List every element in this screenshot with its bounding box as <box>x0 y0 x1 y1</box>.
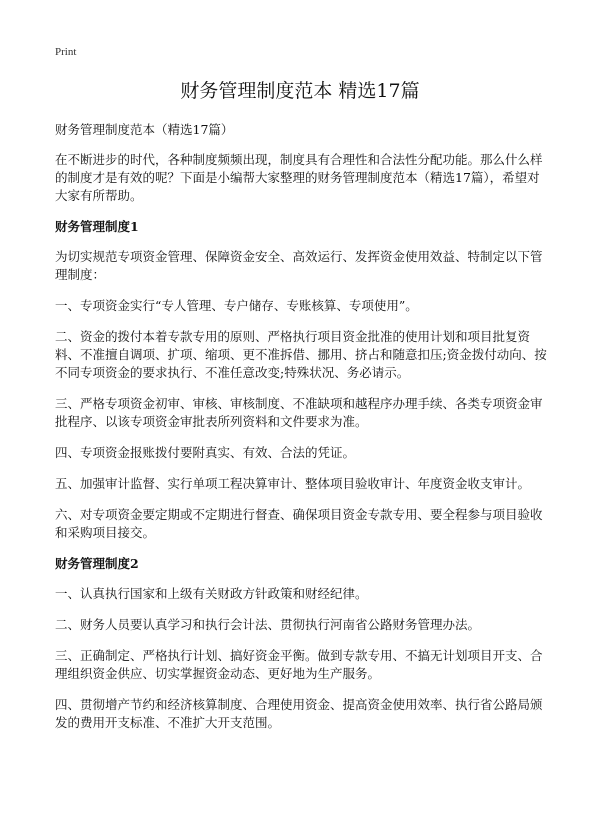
document-body <box>55 151 548 745</box>
section2-paragraph-3: 三、正确制定、严格执行计划、搞好资金平衡。做到专款专用、不搞无计划项目开支、合理组织资金供应、切实掌握资金动态、更好地为生产服务。 <box>55 648 543 681</box>
section1-paragraph-6: 五、加强审计监督、实行单项工程决算审计、整体项目验收审计、年度资金收支审计。 <box>55 476 531 491</box>
document-subtitle: 财务管理制度范本（精选17篇） <box>55 122 234 137</box>
section1-paragraph-5: 四、专项资金报账拨付要附真实、有效、合法的凭证。 <box>55 445 356 460</box>
section1-paragraph-4: 三、严格专项资金初审、审核、审核制度、不准缺项和越程序办理手续、各类专项资金审批程序、以该专项资金审批表所列资料和文件要求为准。 <box>55 396 543 429</box>
section2-paragraph-4: 四、贯彻增产节约和经济核算制度、合理使用资金、提高资金使用效率、执行省公路局颁发的费用开支标准、不准扩大开支范围。 <box>55 697 543 730</box>
print-link[interactable]: Print <box>55 46 77 58</box>
section-heading-2: 财务管理制度2 <box>55 556 139 571</box>
section2-paragraph-2: 二、财务人员要认真学习和执行会计法、贯彻执行河南省公路财务管理办法。 <box>55 617 481 632</box>
section1-paragraph-1: 为切实规范专项资金管理、保障资金安全、高效运行、发挥资金使用效益、特制定以下管理制度： <box>55 249 543 282</box>
section1-paragraph-2: 一、专项资金实行“专人管理、专户储存、专账核算、专项使用”。 <box>55 298 418 313</box>
section-heading-1: 财务管理制度1 <box>55 219 139 234</box>
section2-paragraph-1: 一、认真执行国家和上级有关财政方针政策和财经纪律。 <box>55 586 368 601</box>
intro-paragraph: 在不断进步的时代，各种制度频频出现，制度具有合理性和合法性分配功能。那么什么样的制度才是有效的呢？下面是小编帮大家整理的财务管理制度范本（精选17篇），希望对大家有所帮助。 <box>55 152 543 203</box>
section1-paragraph-3: 二、资金的拨付本着专款专用的原则、严格执行项目资金批准的使用计划和项目批复资料、不准擅自调项、扩项、缩项、更不准拆借、挪用、挤占和随意扣压;资金拨付动向、按不同专项资金的要求执行、不准任意改变;特殊状况、务必请示。 <box>55 329 547 380</box>
section1-paragraph-7: 六、对专项资金要定期或不定期进行督查、确保项目资金专款专用、要全程参与项目验收和采购项目接交。 <box>55 507 543 540</box>
page-title: 财务管理制度范本 精选17篇 <box>180 80 420 102</box>
